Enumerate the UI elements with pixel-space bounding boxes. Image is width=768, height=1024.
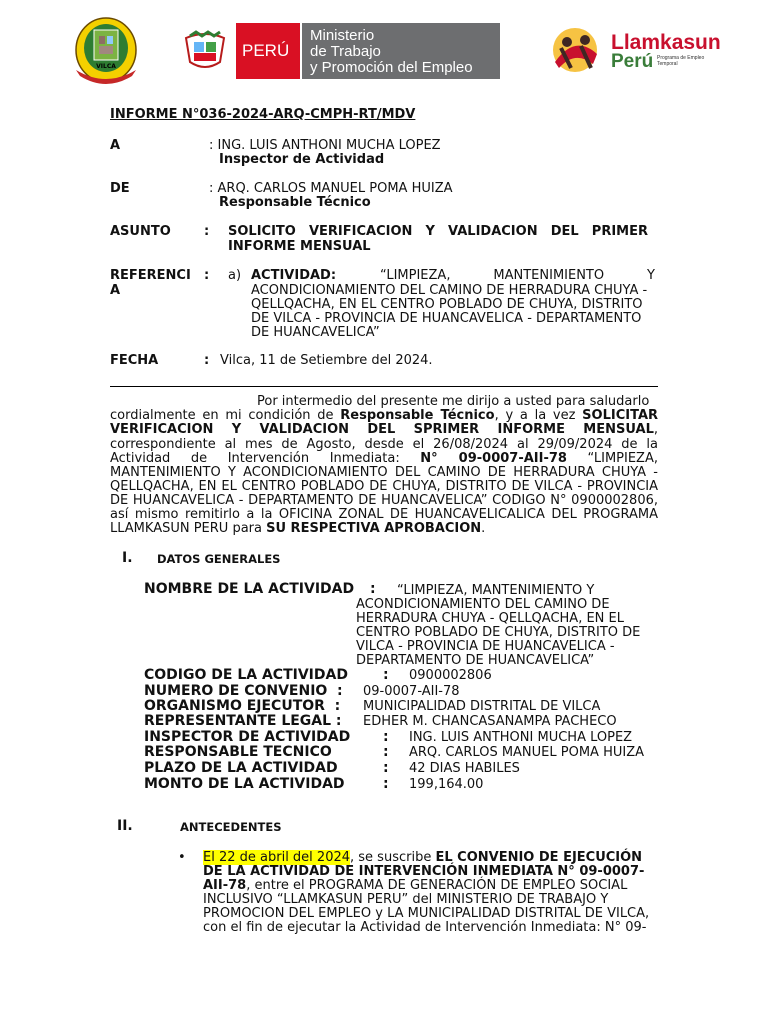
date-value: Vilca, 11 de Setiembre del 2024.	[220, 353, 433, 368]
reference-label-line-2: A	[110, 283, 121, 298]
bullet-line-3-code: AII-78	[203, 878, 247, 893]
program-name-line-1: Llamkasun	[611, 31, 721, 54]
field-colon-code: :	[383, 667, 389, 683]
to-value: : ING. LUIS ANTHONI MUCHA LOPEZ	[209, 138, 441, 153]
field-value-executor: MUNICIPALIDAD DISTRITAL DE VILCA	[363, 699, 601, 714]
reference-activity-label: ACTIVIDAD:	[251, 268, 337, 283]
field-label-term: PLAZO DE LA ACTIVIDAD	[144, 760, 338, 776]
body-line-2	[110, 408, 658, 423]
body-line-3	[110, 422, 658, 437]
field-colon-term: :	[383, 760, 389, 776]
subject-value: SOLICITO VERIFICACION Y VALIDACION DEL PRIMER INFORME MENSUAL	[228, 224, 648, 254]
body-line-2-part-a: cordialmente en mi condición de	[110, 408, 341, 423]
bullet-line-1-part-b: EL CONVENIO DE EJECUCIÓN	[435, 850, 643, 865]
bullet-line-5: PROMOCION DEL EMPLEO y LA MUNICIPALIDAD DISTRITAL DE VILCA,	[203, 906, 650, 921]
report-title: INFORME N°036-2024-ARQ-CMPH-RT/MDV	[110, 107, 416, 122]
field-value-amount: 199,164.00	[409, 777, 484, 792]
activity-name-colon: :	[370, 581, 376, 597]
activity-name-line-1: “LIMPIEZA, MANTENIMIENTO Y	[397, 583, 595, 598]
field-label-code: CODIGO DE LA ACTIVIDAD	[144, 667, 348, 683]
svg-text:VILCA: VILCA	[96, 63, 116, 70]
body-line-8: DE HUANCAVELICA - DEPARTAMENTO DE HUANCAVELICA” CODIGO N° 0900002806,	[110, 493, 658, 508]
field-colon-amount: :	[383, 776, 389, 792]
body-line-6: MANTENIMIENTO Y ACONDICIONAMIENTO DEL CAMINO DE HERRADURA CHUYA -	[110, 465, 658, 480]
from-role: Responsable Técnico	[219, 195, 371, 210]
body-line-10-part-a: LLAMKASUN PERU para	[110, 521, 267, 536]
to-label: A	[110, 138, 121, 153]
field-value-term: 42 DIAS HABILES	[409, 761, 520, 776]
field-label-agreement: NUMERO DE CONVENIO :	[144, 683, 343, 699]
activity-name-line-4: CENTRO POBLADO DE CHUYA, DISTRITO DE	[356, 625, 641, 640]
field-value-agreement: 09-0007-AII-78	[363, 684, 460, 699]
body-line-2-role: Responsable Técnico	[340, 408, 495, 423]
body-line-3-request: VERIFICACION Y VALIDACION DEL SPRIMER INFORME MENSUAL	[110, 422, 654, 437]
program-name-line-2: Perú	[611, 51, 654, 72]
body-line-4: correspondiente al mes de Agosto, desde el 26/08/2024 al 29/09/2024 de la	[110, 437, 658, 452]
reference-item-marker: a)	[228, 268, 242, 283]
section-2-number: II.	[117, 818, 133, 834]
bullet-dot-icon: •	[178, 850, 186, 865]
bullet-line-1	[203, 850, 643, 865]
body-line-5-part-a: Actividad de Intervención Inmediata:	[110, 451, 421, 466]
to-role: Inspector de Actividad	[219, 152, 385, 167]
body-line-2-request: SOLICITAR	[582, 408, 659, 423]
from-label: DE	[110, 181, 130, 196]
field-label-technician: RESPONSABLE TECNICO	[144, 744, 332, 760]
peru-red-box	[236, 23, 300, 79]
reference-colon: :	[204, 268, 210, 283]
reference-line-4: DE VILCA - PROVINCIA DE HUANCAVELICA - DEPARTAMENTO	[251, 311, 642, 326]
from-value: : ARQ. CARLOS MANUEL POMA HUIZA	[209, 181, 453, 196]
ministry-line-3: y Promoción del Empleo	[310, 59, 473, 76]
field-label-executor: ORGANISMO EJECUTOR :	[144, 698, 341, 714]
field-value-inspector: ING. LUIS ANTHONI MUCHA LOPEZ	[409, 730, 633, 745]
bullet-line-3	[203, 878, 627, 893]
body-line-5-part-c: “LIMPIEZA,	[566, 451, 658, 466]
peru-ministry-logo	[236, 23, 500, 79]
activity-name-label: NOMBRE DE LA ACTIVIDAD	[144, 581, 355, 597]
field-label-legal-rep: REPRESENTANTE LEGAL :	[144, 713, 342, 729]
field-value-legal-rep: EDHER M. CHANCASANAMPA PACHECO	[363, 714, 617, 729]
body-line-10-approval: SU RESPECTIVA APROBACION	[266, 521, 482, 536]
body-line-10-end: .	[481, 521, 486, 536]
bullet-line-3-rest: , entre el PROGRAMA DE GENERACIÓN DE EMPLEO SOCIAL	[246, 878, 628, 893]
separator-line	[110, 386, 658, 387]
body-line-10	[110, 521, 485, 536]
subject-colon: :	[204, 224, 210, 239]
body-line-3-end: ,	[653, 422, 658, 437]
date-colon: :	[204, 353, 210, 368]
reference-line-3: QELLQACHA, EN EL CENTRO POBLADO DE CHUYA, DISTRITO	[251, 297, 643, 312]
highlighted-date: El 22 de abril del 2024	[203, 850, 351, 865]
bullet-line-6: con el fin de ejecutar la Actividad de Intervención Inmediata: N° 09-	[203, 920, 647, 935]
section-1-number: I.	[122, 550, 133, 566]
ministry-gray-box	[302, 23, 500, 79]
body-line-1: Por intermedio del presente me dirijo a usted para saludarlo	[257, 394, 650, 409]
field-value-technician: ARQ. CARLOS MANUEL POMA HUIZA	[409, 745, 644, 760]
reference-line-1-rest: “LIMPIEZA, MANTENIMIENTO Y	[380, 268, 655, 283]
field-colon-inspector: :	[383, 729, 389, 745]
subject-label: ASUNTO	[110, 224, 171, 239]
field-colon-technician: :	[383, 744, 389, 760]
field-value-code: 0900002806	[409, 668, 492, 683]
date-label: FECHA	[110, 353, 159, 368]
body-line-9: así mismo remitirlo a la OFICINA ZONAL DE HUANCAVELICALICA DEL PROGRAMA	[110, 507, 658, 522]
program-tagline: Programa de Empleo Temporal	[657, 55, 705, 67]
field-label-amount: MONTO DE LA ACTIVIDAD	[144, 776, 345, 792]
bullet-line-2: DE LA ACTIVIDAD DE INTERVENCIÓN INMEDIATA N° 09-0007-	[203, 864, 645, 879]
vilca-seal-logo	[70, 12, 142, 86]
activity-name-line-2: ACONDICIONAMIENTO DEL CAMINO DE	[356, 597, 610, 612]
section-2-title: ANTECEDENTES	[180, 820, 282, 834]
section-1-title: DATOS GENERALES	[157, 552, 281, 566]
bullet-line-4: INCLUSIVO “LLAMKASUN PERU” del MINISTERIO DE TRABAJO Y	[203, 892, 609, 907]
activity-name-line-6: DEPARTAMENTO DE HUANCAVELICA”	[356, 653, 595, 668]
reference-line-2: ACONDICIONAMIENTO DEL CAMINO DE HERRADURA CHUYA -	[251, 283, 648, 298]
activity-name-line-5: VILCA - PROVINCIA DE HUANCAVELICA -	[356, 639, 615, 654]
bullet-line-1-part-a: , se suscribe	[350, 850, 436, 865]
body-line-5-code: N° 09-0007-AII-78	[420, 451, 567, 466]
field-label-inspector: INSPECTOR DE ACTIVIDAD	[144, 729, 351, 745]
ministry-line-2: de Trabajo	[310, 43, 381, 60]
ministry-line-1: Ministerio	[310, 27, 375, 44]
body-line-7: QELLQACHA, EN EL CENTRO POBLADO DE CHUYA, DISTRITO DE VILCA - PROVINCIA	[110, 479, 658, 494]
peru-label: PERÚ	[242, 41, 290, 60]
body-line-2-part-c: , y a la vez	[494, 408, 583, 423]
llamkasun-peru-logo	[545, 24, 725, 76]
peru-coat-of-arms-logo	[182, 28, 228, 74]
body-line-5	[110, 451, 658, 466]
reference-label-line-1: REFERENCI	[110, 268, 191, 283]
reference-line-5: DE HUANCAVELICA”	[251, 325, 380, 340]
activity-name-line-3: HERRADURA CHUYA - QELLQACHA, EN EL	[356, 611, 624, 626]
llamkasun-emblem-icon	[545, 24, 611, 76]
